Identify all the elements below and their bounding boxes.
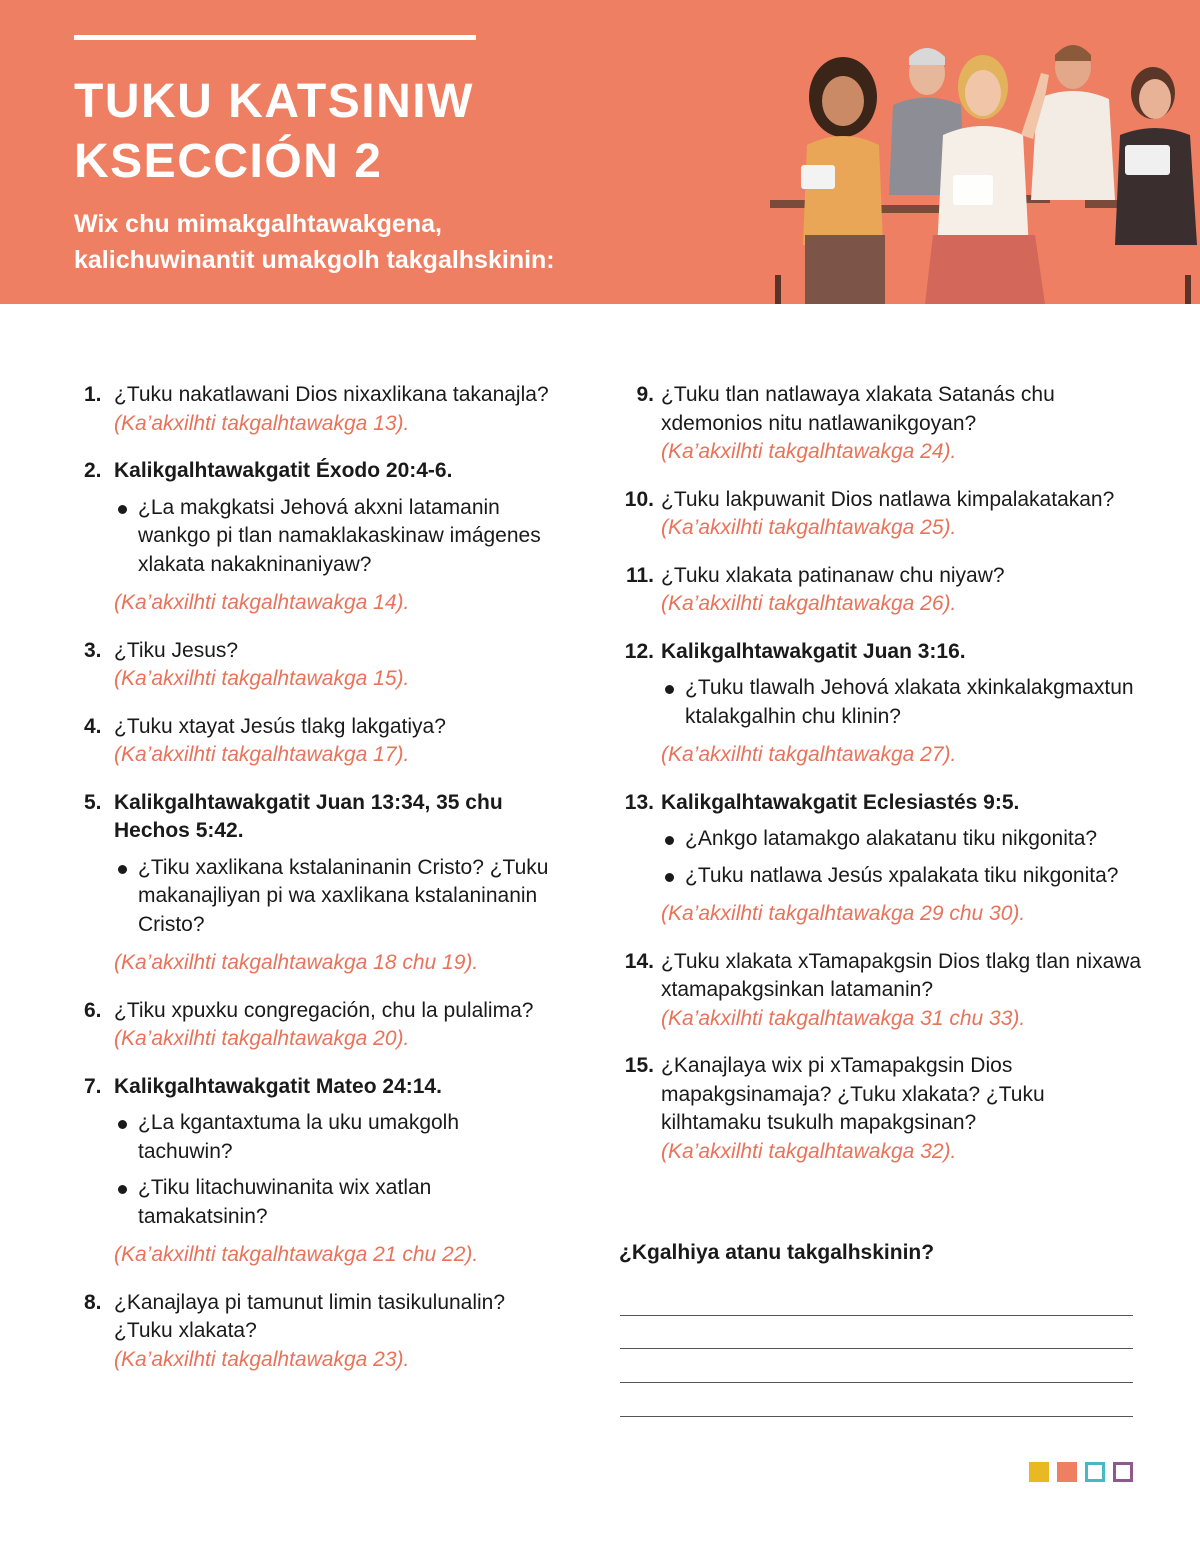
question-reference: (Ka’akxilhti takgalhtawakga 24). (661, 440, 957, 463)
question-reference: (Ka’akxilhti takgalhtawakga 14). (114, 591, 410, 614)
question-number: 8. (84, 1290, 102, 1314)
page-subtitle (74, 206, 555, 278)
title-line-2: KSECCIÓN 2 (74, 135, 383, 188)
bullet-item (661, 862, 1142, 891)
bullet-item (114, 494, 558, 580)
question-number: 15. (624, 1054, 654, 1077)
bullet-item (114, 854, 558, 940)
question-reference: (Ka’akxilhti takgalhtawakga 25). (661, 516, 957, 539)
note-line[interactable] (620, 1416, 1133, 1417)
bullet-item (114, 1174, 558, 1231)
question-item-2 (78, 457, 558, 618)
question-number: 12. (624, 639, 654, 663)
question-number: 6. (84, 998, 102, 1022)
question-number: 13. (624, 790, 654, 814)
audience-illustration (765, 35, 1200, 304)
header-rule (74, 35, 476, 40)
bullet-icon (118, 1120, 127, 1129)
question-text: ¿Tuku tlan natlawaya xlakata Satanás chu xdemonios nitu natlawanikgoyan? (661, 383, 1055, 435)
question-text: ¿Kanajlaya wix pi xTamapakgsin Dios mapakgsinamaja? ¿Tuku xlakata? ¿Tuku kilhtamaku tsukulh mapakgsinan? (661, 1054, 1045, 1134)
question-item-11 (612, 562, 1142, 619)
question-reference: (Ka’akxilhti takgalhtawakga 27). (661, 743, 957, 766)
bullet-text: ¿Tuku natlawa Jesús xpalakata tiku nikgonita? (685, 863, 1119, 887)
note-line[interactable] (620, 1315, 1133, 1316)
question-reference: (Ka’akxilhti takgalhtawakga 29 chu 30). (661, 902, 1026, 925)
question-text: ¿Tiku Jesus? (114, 638, 239, 662)
question-item-4 (78, 713, 558, 770)
note-line[interactable] (620, 1382, 1133, 1383)
question-reference: (Ka’akxilhti takgalhtawakga 31 chu 33). (661, 1006, 1026, 1030)
question-reference: (Ka’akxilhti takgalhtawakga 20). (114, 1027, 410, 1050)
question-reference: (Ka’akxilhti takgalhtawakga 26). (661, 592, 957, 615)
question-number: 7. (84, 1074, 102, 1098)
question-number: 5. (84, 790, 102, 814)
question-bullets (661, 825, 1142, 890)
question-text: ¿Tuku xtayat Jesús tlakg lakgatiya? (114, 714, 446, 738)
bullet-icon (118, 1185, 127, 1194)
question-bullets (114, 1109, 558, 1231)
question-text: ¿Tiku xpuxku congregación, chu la pulalima? (114, 998, 534, 1022)
question-text: ¿Kanajlaya pi tamunut limin tasikulunalin? ¿Tuku xlakata? (114, 1290, 506, 1342)
teal-outline-square-icon (1085, 1462, 1105, 1482)
question-item-5 (78, 789, 558, 978)
bullet-text: ¿La kgantaxtuma la uku umakgolh tachuwin? (138, 1111, 460, 1163)
note-line[interactable] (620, 1348, 1133, 1349)
question-text: ¿Tuku xlakata patinanaw chu niyaw? (661, 563, 1005, 587)
question-item-14 (612, 948, 1142, 1034)
question-text: ¿Tuku nakatlawani Dios nixaxlikana takanajla? (114, 383, 549, 406)
bullet-icon (118, 505, 127, 514)
question-reference: (Ka’akxilhti takgalhtawakga 17). (114, 743, 410, 766)
question-number: 9. (636, 383, 654, 406)
question-item-9 (612, 381, 1142, 467)
bullet-icon (118, 865, 127, 874)
question-item-8 (78, 1289, 558, 1375)
question-item-15 (612, 1052, 1142, 1166)
bullet-text: ¿Tiku litachuwinanita wix xatlan tamakatsinin? (138, 1176, 432, 1228)
question-number: 10. (624, 487, 654, 511)
bullet-text: ¿Ankgo latamakgo alakatanu tiku nikgonita? (685, 827, 1098, 850)
question-item-1 (78, 381, 558, 438)
bullet-text: ¿Tiku xaxlikana kstalaninanin Cristo? ¿Tuku makanajliyan pi wa xaxlikana kstalaninanin Cristo? (138, 855, 549, 936)
question-bullets (114, 494, 558, 580)
question-text: ¿Tuku lakpuwanit Dios natlawa kimpalakatakan? (661, 487, 1115, 511)
page-title (74, 72, 474, 192)
question-number: 3. (84, 638, 102, 662)
question-number: 4. (84, 714, 102, 738)
questions-right-column (612, 381, 1142, 1185)
bullet-text: ¿Tuku tlawalh Jehová xlakata xkinkalakgmaxtun ktalakgalhin chu klinin? (685, 676, 1134, 728)
question-text: ¿Tuku xlakata xTamapakgsin Dios tlakg tlan nixawa xtamapakgsinkan latamanin? (661, 949, 1142, 1001)
header-banner (0, 0, 1200, 304)
question-number: 1. (84, 383, 102, 406)
question-item-7 (78, 1073, 558, 1270)
question-bullets (114, 854, 558, 940)
bullet-text: ¿La makgkatsi Jehová akxni latamanin wankgo pi tlan namaklakaskinaw imágenes xlakata nakakninaniyaw? (138, 495, 541, 576)
notes-heading: ¿Kgalhiya atanu takgalhskinin? (619, 1241, 935, 1264)
subtitle-line-2: kalichuwinantit umakgolh takgalhskinin: (74, 246, 555, 274)
bullet-item (114, 1109, 558, 1166)
question-reference: (Ka’akxilhti takgalhtawakga 18 chu 19). (114, 951, 479, 974)
question-number: 2. (84, 459, 102, 482)
question-item-13 (612, 789, 1142, 929)
question-text: Kalikgalhtawakgatit Juan 13:34, 35 chu Hechos 5:42. (114, 790, 503, 842)
question-text: Kalikgalhtawakgatit Mateo 24:14. (114, 1074, 442, 1098)
questions-left-column (78, 381, 558, 1393)
question-reference: (Ka’akxilhti takgalhtawakga 13). (114, 411, 410, 435)
subtitle-line-1: Wix chu mimakgalhtawakgena, (74, 210, 442, 238)
question-bullets (661, 674, 1142, 731)
bullet-item (661, 825, 1142, 854)
question-text: Kalikgalhtawakgatit Eclesiastés 9:5. (661, 790, 1020, 814)
question-number: 11. (625, 563, 654, 587)
question-reference: (Ka’akxilhti takgalhtawakga 23). (114, 1347, 410, 1371)
title-line-1: TUKU KATSINIW (74, 75, 474, 128)
bullet-icon (665, 836, 674, 845)
bullet-item (661, 674, 1142, 731)
question-reference: (Ka’akxilhti takgalhtawakga 32). (661, 1139, 957, 1163)
coral-square-icon (1057, 1462, 1077, 1482)
yellow-square-icon (1029, 1462, 1049, 1482)
bullet-icon (665, 873, 674, 882)
question-item-12 (612, 638, 1142, 770)
question-item-10 (612, 486, 1142, 543)
bullet-icon (665, 685, 674, 694)
question-number: 14. (624, 949, 654, 973)
question-text: Kalikgalhtawakgatit Éxodo 20:4-6. (114, 459, 453, 482)
question-text: Kalikgalhtawakgatit Juan 3:16. (661, 639, 966, 663)
question-reference: (Ka’akxilhti takgalhtawakga 15). (114, 667, 410, 690)
purple-outline-square-icon (1113, 1462, 1133, 1482)
question-item-6 (78, 997, 558, 1054)
question-item-3 (78, 637, 558, 694)
question-reference: (Ka’akxilhti takgalhtawakga 21 chu 22). (114, 1243, 479, 1266)
